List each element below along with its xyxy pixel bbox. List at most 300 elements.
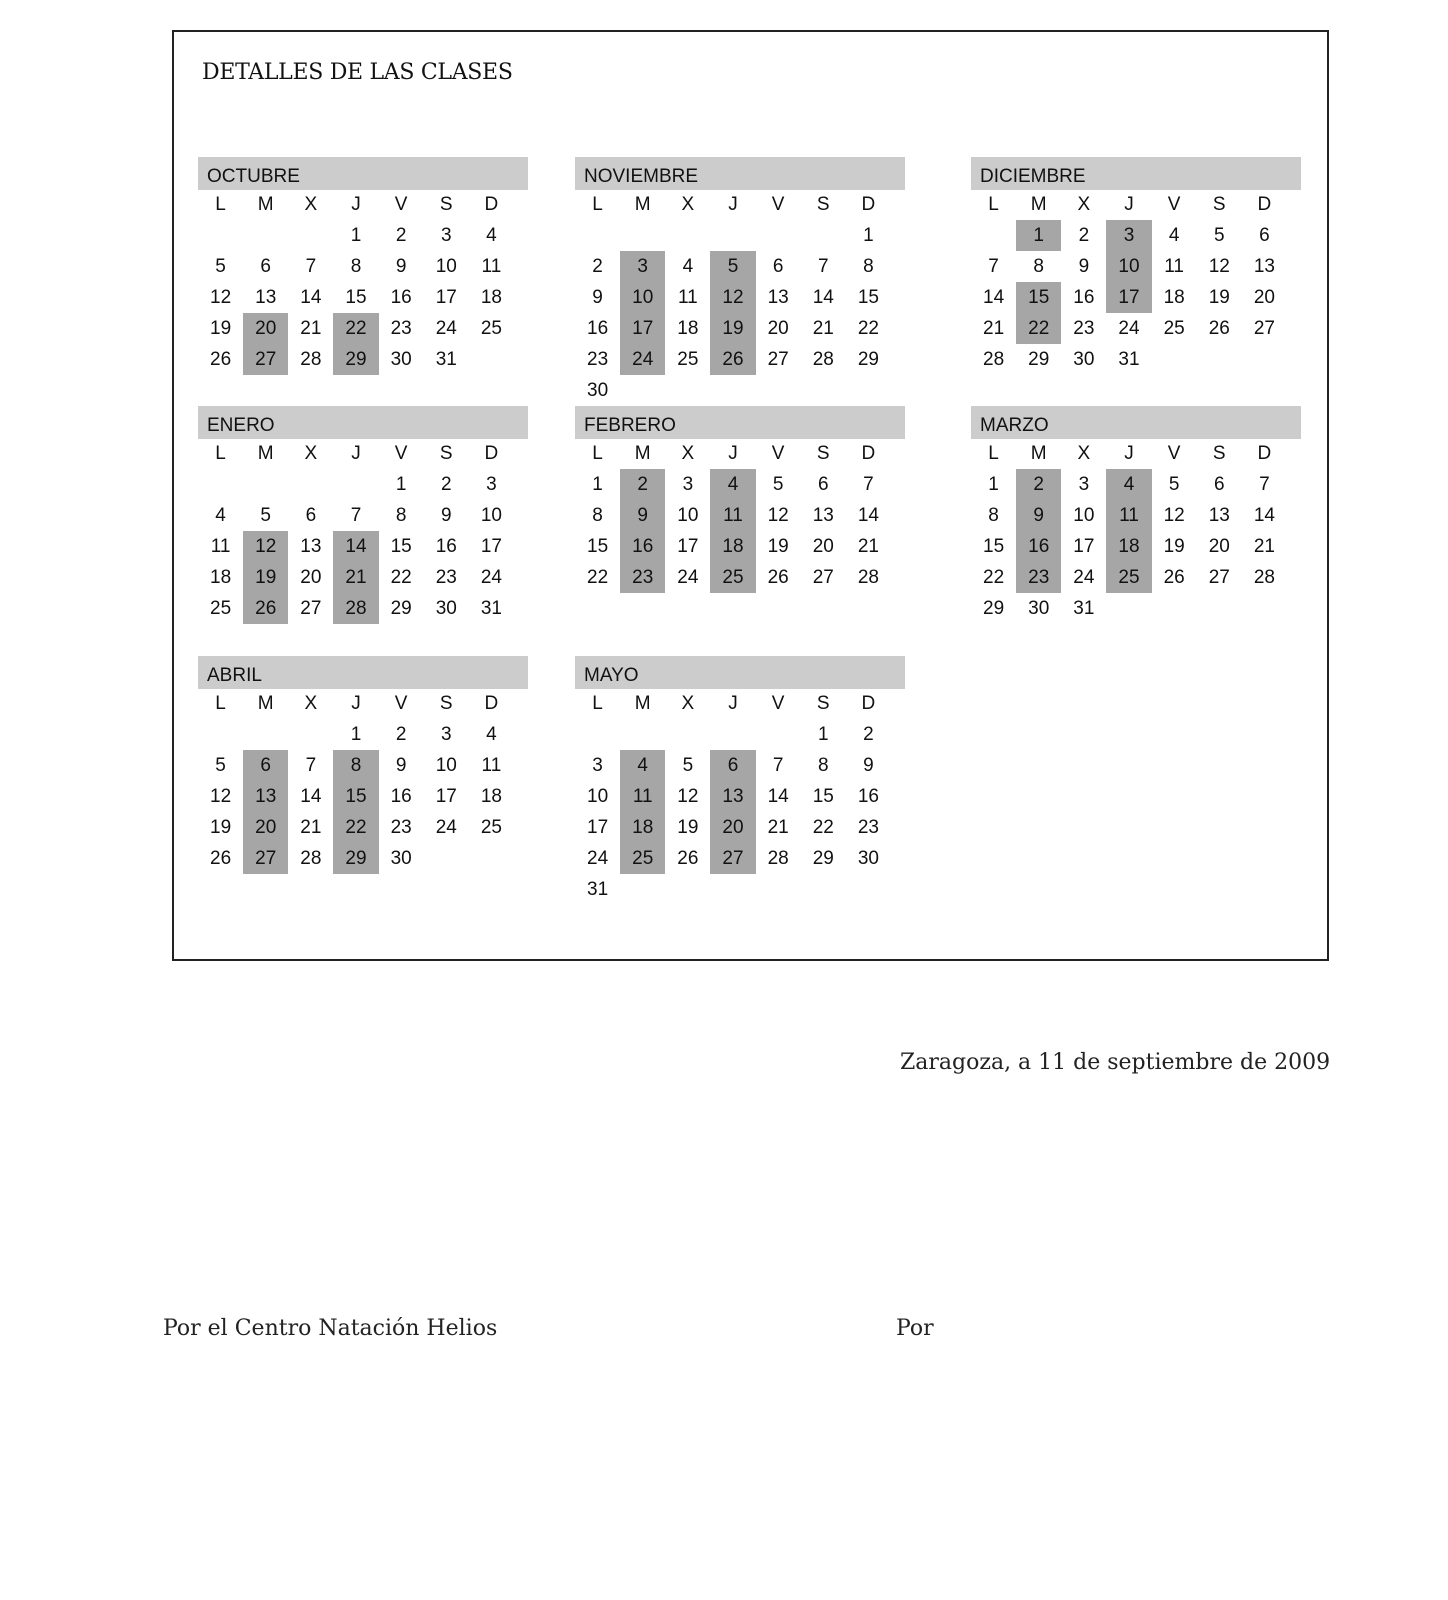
day-cell: 12 <box>210 287 232 308</box>
day-cell: 28 <box>983 349 1005 370</box>
class-day-cell: 8 <box>333 750 378 781</box>
day-cell: 12 <box>210 786 232 807</box>
class-day-cell: 9 <box>620 500 665 531</box>
day-cell: 22 <box>812 817 834 838</box>
day-cell: 7 <box>863 474 874 495</box>
day-cell: 5 <box>772 474 784 495</box>
weekday-label: V <box>394 693 408 714</box>
day-cell: 2 <box>395 225 407 246</box>
day-cell: 29 <box>390 598 412 619</box>
day-cell: 2 <box>395 724 407 745</box>
day-cell: 14 <box>812 287 834 308</box>
class-day-cell: 11 <box>1106 500 1151 531</box>
day-cell: 9 <box>592 287 603 308</box>
day-cell: 4 <box>486 225 497 246</box>
weekday-label: M <box>634 443 651 464</box>
weekday-label: X <box>681 443 695 464</box>
day-cell: 8 <box>592 505 603 526</box>
month-grid <box>971 439 1287 624</box>
day-cell: 27 <box>812 567 834 588</box>
month-grid <box>198 689 514 874</box>
day-cell: 17 <box>677 536 699 557</box>
class-day-cell: 19 <box>243 562 288 593</box>
day-cell: 21 <box>983 318 1005 339</box>
day-cell: 28 <box>812 349 834 370</box>
weekday-label: X <box>304 693 318 714</box>
day-cell: 26 <box>677 848 699 869</box>
day-cell: 9 <box>395 755 407 776</box>
day-cell: 19 <box>677 817 699 838</box>
day-cell: 17 <box>1073 536 1095 557</box>
weekday-label: L <box>988 194 999 215</box>
day-cell: 9 <box>1078 256 1090 277</box>
weekday-label: J <box>728 443 738 464</box>
class-day-cell: 22 <box>333 812 378 843</box>
month-enero <box>198 406 528 624</box>
class-day-cell: 25 <box>620 843 665 874</box>
month-febrero <box>575 406 905 593</box>
day-cell: 10 <box>435 256 457 277</box>
weekday-label: M <box>257 443 274 464</box>
day-cell: 8 <box>1033 256 1044 277</box>
month-grid <box>198 190 514 375</box>
day-cell: 20 <box>812 536 834 557</box>
class-day-cell: 26 <box>243 593 288 624</box>
day-cell: 18 <box>210 567 232 588</box>
month-abril <box>198 656 528 874</box>
class-day-cell: 13 <box>710 781 755 812</box>
day-cell: 21 <box>300 817 322 838</box>
day-cell: 29 <box>1028 349 1050 370</box>
day-cell: 13 <box>1253 256 1275 277</box>
day-cell: 5 <box>1168 474 1180 495</box>
day-cell: 16 <box>857 786 879 807</box>
weekday-label: L <box>592 693 603 714</box>
weekday-label: D <box>861 443 876 464</box>
day-cell: 11 <box>481 256 502 277</box>
weekday-label: M <box>634 693 651 714</box>
day-cell: 23 <box>390 817 412 838</box>
empty-cell <box>756 719 801 750</box>
weekday-label: X <box>1077 443 1091 464</box>
day-cell: 6 <box>1213 474 1225 495</box>
class-day-cell: 4 <box>710 469 755 500</box>
class-day-cell: 5 <box>710 251 755 282</box>
weekday-label: D <box>1257 194 1272 215</box>
day-cell: 15 <box>390 536 412 557</box>
day-cell: 16 <box>1073 287 1095 308</box>
weekday-label: V <box>771 443 785 464</box>
month-octubre <box>198 157 528 375</box>
class-day-cell: 29 <box>333 843 378 874</box>
day-cell: 16 <box>435 536 457 557</box>
day-cell: 28 <box>300 848 322 869</box>
day-cell: 23 <box>1073 318 1095 339</box>
class-day-cell: 13 <box>243 781 288 812</box>
empty-cell <box>756 220 801 251</box>
day-cell: 13 <box>255 287 277 308</box>
weekday-label: S <box>1212 443 1226 464</box>
day-cell: 30 <box>1028 598 1050 619</box>
class-day-cell: 27 <box>710 843 755 874</box>
class-day-cell: 18 <box>620 812 665 843</box>
weekday-label: D <box>861 693 876 714</box>
day-cell: 31 <box>435 349 457 370</box>
day-cell: 20 <box>300 567 322 588</box>
weekday-label: L <box>592 443 603 464</box>
day-cell: 27 <box>300 598 322 619</box>
day-cell: 30 <box>390 349 412 370</box>
day-cell: 21 <box>767 817 789 838</box>
day-cell: 15 <box>345 287 367 308</box>
day-cell: 30 <box>587 380 609 401</box>
class-day-cell: 2 <box>620 469 665 500</box>
class-day-cell: 11 <box>620 781 665 812</box>
empty-cell <box>575 220 620 251</box>
day-cell: 24 <box>435 318 457 339</box>
day-cell: 8 <box>863 256 874 277</box>
day-cell: 4 <box>215 505 226 526</box>
day-cell: 13 <box>300 536 322 557</box>
month-header: DICIEMBRE <box>971 157 1301 190</box>
month-header: OCTUBRE <box>198 157 528 190</box>
day-cell: 29 <box>812 848 834 869</box>
empty-cell <box>620 719 665 750</box>
day-cell: 19 <box>210 318 232 339</box>
month-header: ABRIL <box>198 656 528 689</box>
weekday-label: D <box>484 693 499 714</box>
month-marzo <box>971 406 1301 624</box>
class-day-cell: 23 <box>620 562 665 593</box>
day-cell: 19 <box>1163 536 1185 557</box>
class-day-cell: 19 <box>710 313 755 344</box>
month-header: FEBRERO <box>575 406 905 439</box>
day-cell: 21 <box>812 318 834 339</box>
month-header: MARZO <box>971 406 1301 439</box>
day-cell: 3 <box>486 474 497 495</box>
day-cell: 30 <box>390 848 412 869</box>
day-cell: 28 <box>857 567 879 588</box>
month-header: MAYO <box>575 656 905 689</box>
day-cell: 1 <box>988 474 999 495</box>
day-cell: 22 <box>857 318 879 339</box>
empty-cell <box>333 469 378 500</box>
day-cell: 6 <box>1259 225 1270 246</box>
month-grid <box>575 439 891 593</box>
weekday-label: S <box>439 194 453 215</box>
weekday-label: V <box>394 194 408 215</box>
day-cell: 25 <box>1163 318 1185 339</box>
day-cell: 28 <box>1253 567 1275 588</box>
empty-cell <box>288 719 333 750</box>
weekday-label: J <box>1124 194 1134 215</box>
day-cell: 23 <box>587 349 609 370</box>
day-cell: 14 <box>767 786 789 807</box>
day-cell: 7 <box>1259 474 1270 495</box>
day-cell: 24 <box>480 567 502 588</box>
class-day-cell: 18 <box>710 531 755 562</box>
weekday-label: M <box>634 194 651 215</box>
day-cell: 13 <box>1208 505 1230 526</box>
day-cell: 30 <box>857 848 879 869</box>
class-day-cell: 14 <box>333 531 378 562</box>
day-cell: 18 <box>480 287 502 308</box>
empty-cell <box>971 220 1016 251</box>
day-cell: 17 <box>435 786 457 807</box>
day-cell: 3 <box>1078 474 1090 495</box>
day-cell: 23 <box>857 817 879 838</box>
day-cell: 7 <box>772 755 784 776</box>
weekday-label: D <box>484 443 499 464</box>
class-day-cell: 4 <box>1106 469 1151 500</box>
class-day-cell: 24 <box>620 344 665 375</box>
class-day-cell: 2 <box>1016 469 1061 500</box>
signature-left: Por el Centro Natación Helios <box>163 1316 498 1341</box>
day-cell: 20 <box>767 318 789 339</box>
day-cell: 3 <box>440 724 452 745</box>
day-cell: 25 <box>210 598 232 619</box>
weekday-label: D <box>861 194 876 215</box>
class-day-cell: 21 <box>333 562 378 593</box>
day-cell: 12 <box>767 505 789 526</box>
day-cell: 20 <box>1208 536 1230 557</box>
day-cell: 9 <box>395 256 407 277</box>
day-cell: 24 <box>677 567 699 588</box>
place-date: Zaragoza, a 11 de septiembre de 2009 <box>900 1050 1331 1075</box>
empty-cell <box>198 469 243 500</box>
day-cell: 24 <box>587 848 609 869</box>
weekday-label: X <box>681 194 695 215</box>
day-cell: 7 <box>817 256 829 277</box>
day-cell: 21 <box>300 318 322 339</box>
weekday-label: L <box>592 194 603 215</box>
day-cell: 13 <box>767 287 789 308</box>
day-cell: 28 <box>767 848 789 869</box>
day-cell: 3 <box>440 225 452 246</box>
day-cell: 2 <box>863 724 874 745</box>
day-cell: 5 <box>260 505 271 526</box>
class-day-cell: 16 <box>620 531 665 562</box>
day-cell: 25 <box>480 817 502 838</box>
day-cell: 5 <box>215 256 226 277</box>
class-day-cell: 18 <box>1106 531 1151 562</box>
month-mayo <box>575 656 905 905</box>
day-cell: 26 <box>210 848 232 869</box>
day-cell: 14 <box>1253 505 1275 526</box>
day-cell: 17 <box>435 287 457 308</box>
weekday-label: L <box>215 443 226 464</box>
day-cell: 21 <box>857 536 879 557</box>
class-day-cell: 22 <box>333 313 378 344</box>
class-day-cell: 23 <box>1016 562 1061 593</box>
class-day-cell: 4 <box>620 750 665 781</box>
day-cell: 1 <box>817 724 829 745</box>
class-day-cell: 20 <box>710 812 755 843</box>
class-day-cell: 26 <box>710 344 755 375</box>
weekday-label: M <box>257 693 274 714</box>
class-day-cell: 22 <box>1016 313 1061 344</box>
day-cell: 17 <box>480 536 502 557</box>
weekday-label: J <box>351 194 361 215</box>
day-cell: 18 <box>480 786 502 807</box>
weekday-label: V <box>1167 194 1181 215</box>
day-cell: 7 <box>350 505 362 526</box>
weekday-label: J <box>351 443 361 464</box>
class-day-cell: 17 <box>1106 282 1151 313</box>
empty-cell <box>243 719 288 750</box>
day-cell: 10 <box>1073 505 1095 526</box>
weekday-label: S <box>816 443 830 464</box>
day-cell: 31 <box>1073 598 1095 619</box>
day-cell: 21 <box>1253 536 1275 557</box>
day-cell: 22 <box>587 567 609 588</box>
day-cell: 16 <box>390 287 412 308</box>
day-cell: 24 <box>1118 318 1140 339</box>
weekday-label: V <box>771 194 785 215</box>
day-cell: 1 <box>350 724 362 745</box>
day-cell: 18 <box>1163 287 1185 308</box>
day-cell: 26 <box>210 349 232 370</box>
day-cell: 8 <box>395 505 407 526</box>
empty-cell <box>288 220 333 251</box>
day-cell: 28 <box>300 349 322 370</box>
day-cell: 31 <box>587 879 609 900</box>
class-day-cell: 27 <box>243 843 288 874</box>
day-cell: 11 <box>210 536 231 557</box>
month-header: NOVIEMBRE <box>575 157 905 190</box>
month-grid <box>575 190 891 406</box>
empty-cell <box>575 719 620 750</box>
day-cell: 14 <box>857 505 879 526</box>
class-day-cell: 10 <box>620 282 665 313</box>
weekday-label: X <box>304 443 318 464</box>
empty-cell <box>243 469 288 500</box>
day-cell: 15 <box>587 536 609 557</box>
class-day-cell: 1 <box>1016 220 1061 251</box>
day-cell: 23 <box>435 567 457 588</box>
weekday-label: L <box>988 443 999 464</box>
day-cell: 5 <box>1213 225 1225 246</box>
weekday-label: V <box>394 443 408 464</box>
day-cell: 11 <box>481 755 502 776</box>
day-cell: 10 <box>587 786 609 807</box>
class-day-cell: 12 <box>243 531 288 562</box>
day-cell: 26 <box>1163 567 1185 588</box>
month-noviembre <box>575 157 905 406</box>
day-cell: 6 <box>772 256 784 277</box>
day-cell: 1 <box>395 474 407 495</box>
day-cell: 6 <box>305 505 317 526</box>
weekday-label: D <box>484 194 499 215</box>
class-day-cell: 9 <box>1016 500 1061 531</box>
day-cell: 6 <box>260 256 271 277</box>
day-cell: 8 <box>988 505 999 526</box>
class-day-cell: 16 <box>1016 531 1061 562</box>
day-cell: 31 <box>480 598 502 619</box>
day-cell: 10 <box>435 755 457 776</box>
weekday-label: M <box>1030 194 1047 215</box>
day-cell: 7 <box>305 256 317 277</box>
empty-cell <box>243 220 288 251</box>
day-cell: 26 <box>767 567 789 588</box>
class-day-cell: 11 <box>710 500 755 531</box>
weekday-label: S <box>816 693 830 714</box>
day-cell: 29 <box>857 349 879 370</box>
day-cell: 15 <box>983 536 1005 557</box>
month-diciembre <box>971 157 1301 375</box>
day-cell: 10 <box>677 505 699 526</box>
weekday-label: M <box>1030 443 1047 464</box>
day-cell: 2 <box>592 256 603 277</box>
weekday-label: L <box>215 194 226 215</box>
day-cell: 15 <box>857 287 879 308</box>
day-cell: 20 <box>1253 287 1275 308</box>
day-cell: 4 <box>682 256 694 277</box>
class-day-cell: 12 <box>710 282 755 313</box>
day-cell: 4 <box>486 724 497 745</box>
weekday-label: J <box>728 194 738 215</box>
weekday-label: J <box>351 693 361 714</box>
weekday-label: D <box>1257 443 1272 464</box>
class-day-cell: 20 <box>243 313 288 344</box>
day-cell: 29 <box>983 598 1005 619</box>
class-day-cell: 25 <box>1106 562 1151 593</box>
day-cell: 13 <box>812 505 834 526</box>
day-cell: 1 <box>863 225 874 246</box>
day-cell: 5 <box>682 755 694 776</box>
empty-cell <box>198 220 243 251</box>
weekday-label: M <box>257 194 274 215</box>
day-cell: 3 <box>682 474 694 495</box>
day-cell: 24 <box>1073 567 1095 588</box>
day-cell: 16 <box>390 786 412 807</box>
day-cell: 24 <box>435 817 457 838</box>
day-cell: 9 <box>863 755 874 776</box>
day-cell: 3 <box>592 755 603 776</box>
day-cell: 31 <box>1118 349 1140 370</box>
day-cell: 14 <box>983 287 1005 308</box>
class-day-cell: 6 <box>243 750 288 781</box>
day-cell: 26 <box>1208 318 1230 339</box>
weekday-label: L <box>215 693 226 714</box>
month-grid <box>575 689 891 905</box>
empty-cell <box>665 719 710 750</box>
day-cell: 19 <box>1208 287 1230 308</box>
day-cell: 17 <box>587 817 609 838</box>
weekday-label: X <box>1077 194 1091 215</box>
day-cell: 19 <box>767 536 789 557</box>
empty-cell <box>710 220 755 251</box>
day-cell: 7 <box>305 755 317 776</box>
class-day-cell: 25 <box>710 562 755 593</box>
weekday-label: J <box>728 693 738 714</box>
empty-cell <box>198 719 243 750</box>
class-day-cell: 15 <box>1016 282 1061 313</box>
day-cell: 15 <box>812 786 834 807</box>
weekday-label: X <box>681 693 695 714</box>
day-cell: 27 <box>767 349 789 370</box>
day-cell: 8 <box>350 256 362 277</box>
day-cell: 30 <box>1073 349 1095 370</box>
day-cell: 7 <box>988 256 999 277</box>
weekday-label: X <box>304 194 318 215</box>
day-cell: 18 <box>677 318 699 339</box>
day-cell: 22 <box>983 567 1005 588</box>
day-cell: 22 <box>390 567 412 588</box>
day-cell: 8 <box>817 755 829 776</box>
empty-cell <box>620 220 665 251</box>
day-cell: 25 <box>677 349 699 370</box>
